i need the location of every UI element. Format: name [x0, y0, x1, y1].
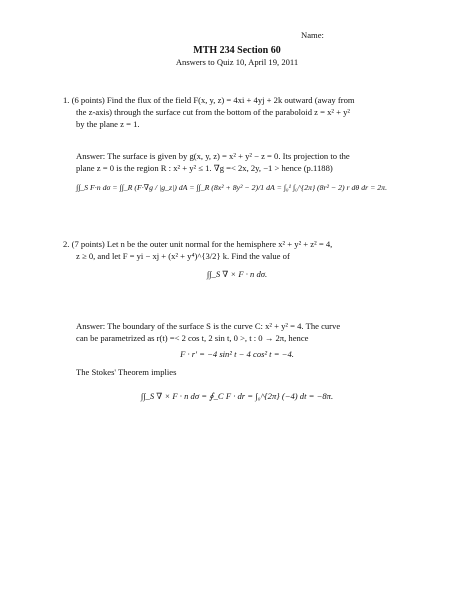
page-title: MTH 234 Section 60 [193, 45, 281, 56]
answer-1-equation: ∫∫_S F·n dσ = ∫∫_R (F·∇g / |g_z|) dA = ∫∫_R (8x² + 8y² − 2)/1 dA = ∫₀¹ ∫₀^{2π} (8r² − 2) r dθ dr = 2π. [76, 183, 388, 192]
problem-2-integral: ∫∫_S ∇ × F · n dσ. [206, 269, 268, 279]
page-subtitle: Answers to Quiz 10, April 19, 2011 [175, 57, 299, 67]
dot-product-equation: F · r′ = −4 sin² t − 4 cos² t = −4. [180, 349, 294, 359]
stokes-text: The Stokes' Theorem implies [76, 367, 177, 377]
problem-1-line-1: 1. (6 points) Find the flux of the field F(x, y, z) = 4xi + 4yj + 2k outward (away from [63, 95, 355, 105]
answer-2-line-2: can be parametrized as r(t) =< 2 cos t, 2 sin t, 0 >, t : 0 → 2π, hence [76, 333, 309, 343]
problem-2-line-1: 2. (7 points) Let n be the outer unit normal for the hemisphere x² + y² + z² = 4, [63, 239, 333, 249]
answer-2-line-1: Answer: The boundary of the surface S is the curve C: x² + y² = 4. The curve [76, 321, 341, 331]
name-label: Name: [301, 30, 324, 40]
problem-2-line-2: z ≥ 0, and let F = yi − xj + (x² + y⁴)^{3/2} k. Find the value of [76, 251, 290, 261]
answer-1-line-2: plane z = 0 is the region R : x² + y² ≤ 1. ∇g =< 2x, 2y, −1 > hence (p.1188) [76, 163, 333, 173]
problem-1-line-3: by the plane z = 1. [76, 119, 140, 129]
stokes-equation: ∫∫_S ∇ × F · n dσ = ∮_C F · dr = ∫₀^{2π} (−4) dt = −8π. [140, 391, 334, 401]
answer-1-line-1: Answer: The surface is given by g(x, y, z) = x² + y² − z = 0. Its projection to the [76, 151, 350, 161]
problem-1-line-2: the z-axis) through the surface cut from the bottom of the paraboloid z = x² + y² [76, 107, 351, 117]
